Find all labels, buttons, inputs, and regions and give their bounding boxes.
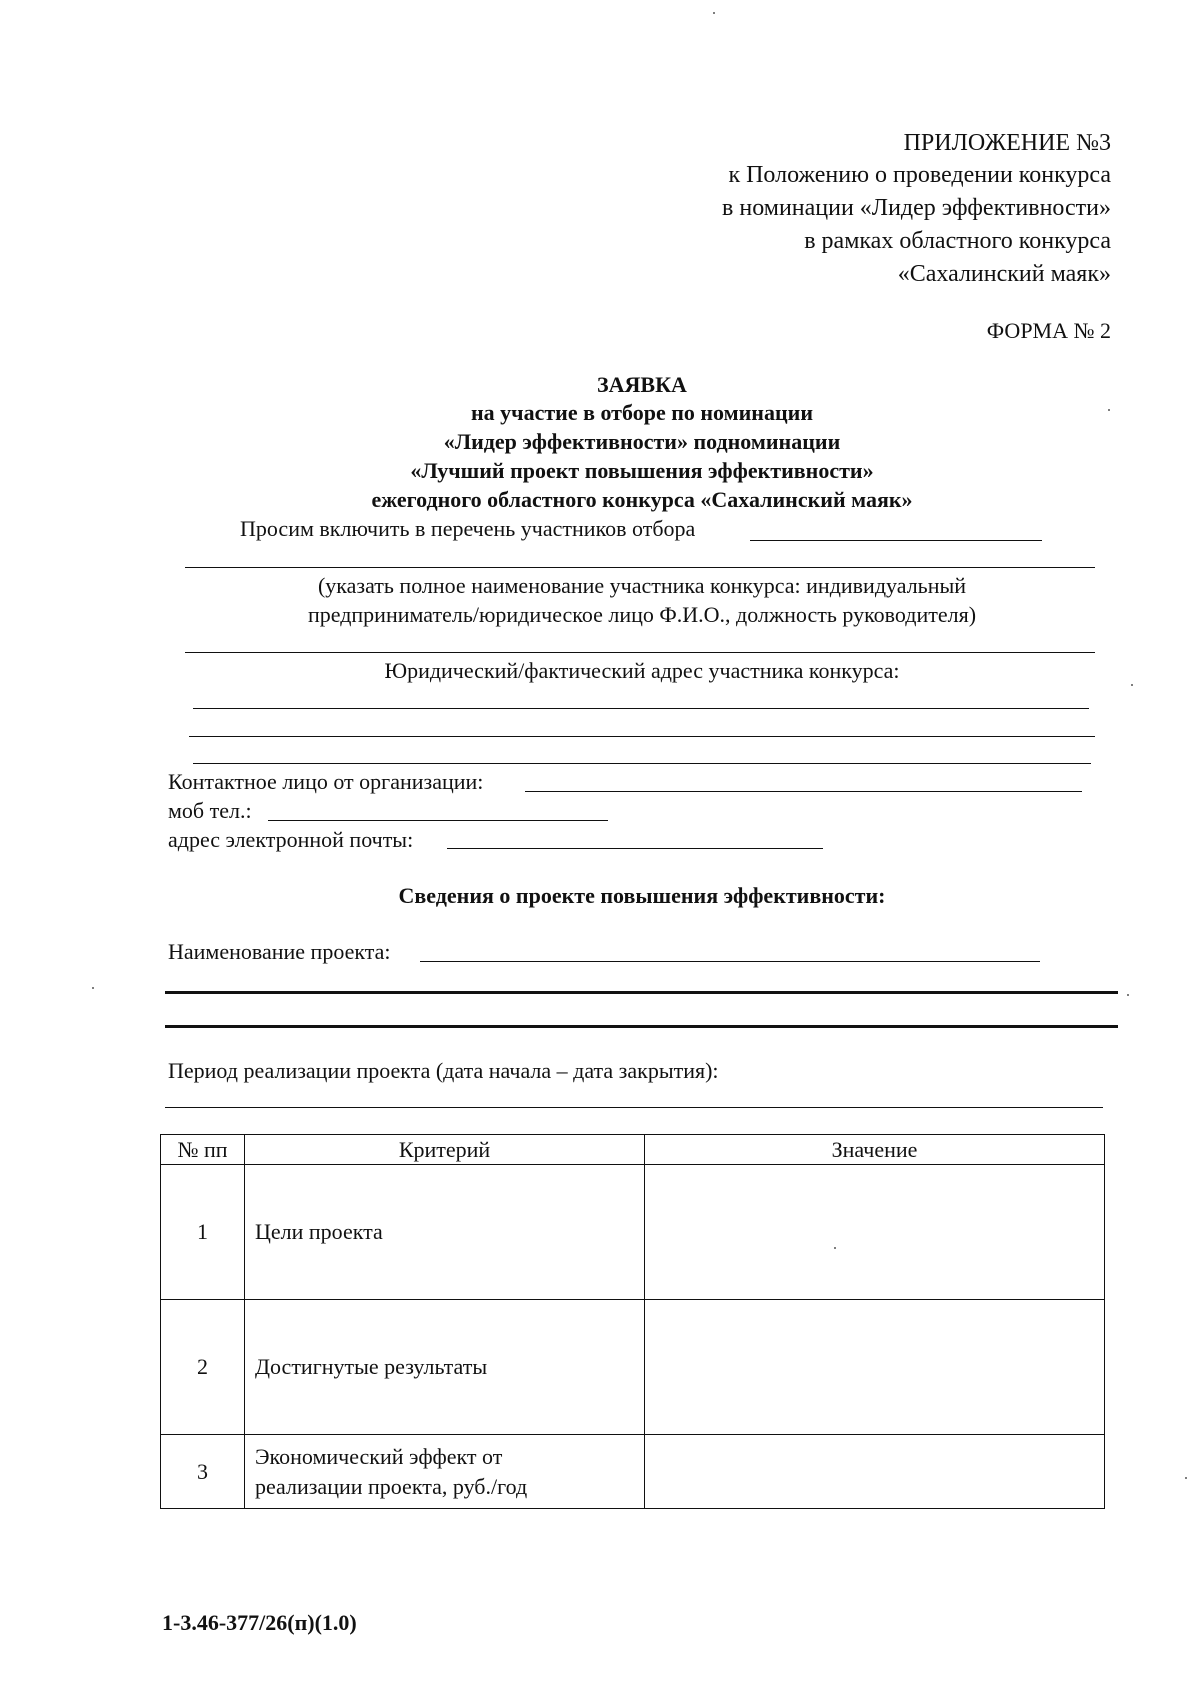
email-field[interactable] xyxy=(447,848,823,849)
scan-speck xyxy=(713,12,715,14)
application-title-line: «Лидер эффективности» подноминации xyxy=(443,429,841,454)
application-title-line: ежегодного областного конкурса «Сахалинский маяк» xyxy=(371,487,913,512)
criterion-cell: Цели проекта xyxy=(245,1165,645,1300)
scan-speck xyxy=(92,987,94,989)
scan-speck xyxy=(834,1247,836,1249)
project-name-label: Наименование проекта: xyxy=(168,939,391,964)
row-number: 1 xyxy=(161,1165,245,1300)
criterion-cell: Достигнутые результаты xyxy=(245,1300,645,1435)
participant-name-field[interactable] xyxy=(750,540,1042,541)
column-header-value: Значение xyxy=(645,1135,1105,1165)
address-field-line[interactable] xyxy=(193,708,1089,709)
appendix-subtitle-line: к Положению о проведении конкурса xyxy=(728,162,1111,188)
table-row xyxy=(161,1300,1105,1435)
request-text: Просим включить в перечень участников отбора xyxy=(240,516,696,541)
form-number-label: ФОРМА № 2 xyxy=(986,318,1111,343)
address-field-line[interactable] xyxy=(193,763,1091,764)
hint-text: предприниматель/юридическое лицо Ф.И.О., должность руководителя) xyxy=(307,602,977,627)
project-name-field[interactable] xyxy=(420,961,1040,962)
value-cell[interactable] xyxy=(645,1165,1105,1300)
criteria-table xyxy=(160,1134,1105,1509)
application-title: ЗАЯВКА xyxy=(597,372,687,397)
appendix-subtitle-line: «Сахалинский маяк» xyxy=(897,261,1111,287)
scan-speck xyxy=(1108,409,1110,411)
phone-field[interactable] xyxy=(268,820,608,821)
participant-extra-field[interactable] xyxy=(185,652,1095,653)
project-name-field-continuation[interactable] xyxy=(165,991,1118,994)
address-label: Юридический/фактический адрес участника конкурса: xyxy=(384,658,900,683)
criterion-cell xyxy=(245,1435,645,1509)
value-cell[interactable] xyxy=(645,1300,1105,1435)
criterion-text-line: Экономический эффект от xyxy=(255,1443,503,1469)
project-period-label: Период реализации проекта (дата начала – дата закрытия): xyxy=(168,1058,719,1083)
column-header-criterion: Критерий xyxy=(245,1135,645,1165)
project-section-title: Сведения о проекте повышения эффективности: xyxy=(398,883,886,908)
scan-speck xyxy=(1185,1477,1187,1479)
scan-speck xyxy=(1127,994,1129,996)
criterion-text-line: реализации проекта, руб./год xyxy=(255,1473,528,1499)
project-name-field-continuation[interactable] xyxy=(165,1025,1118,1028)
address-field-line[interactable] xyxy=(189,736,1095,737)
column-header-number: № пп xyxy=(161,1135,245,1165)
row-number: 2 xyxy=(161,1300,245,1435)
contact-field[interactable] xyxy=(525,791,1082,792)
scan-speck xyxy=(1131,684,1133,686)
project-period-field[interactable] xyxy=(165,1107,1103,1108)
application-title-line: на участие в отборе по номинации xyxy=(471,400,813,425)
value-cell[interactable] xyxy=(645,1435,1105,1509)
table-row xyxy=(161,1165,1105,1300)
hint-text: (указать полное наименование участника конкурса: индивидуальный xyxy=(317,573,967,598)
table-header-row xyxy=(161,1135,1105,1165)
document-code: 1-3.46-377/26(п)(1.0) xyxy=(162,1610,357,1635)
appendix-subtitle-line: в рамках областного конкурса xyxy=(804,228,1111,254)
row-number: 3 xyxy=(161,1435,245,1509)
participant-name-field-continuation[interactable] xyxy=(185,567,1095,568)
application-title-line: «Лучший проект повышения эффективности» xyxy=(410,458,874,483)
appendix-title: ПРИЛОЖЕНИЕ №3 xyxy=(903,130,1111,156)
email-label: адрес электронной почты: xyxy=(168,827,414,852)
contact-label: Контактное лицо от организации: xyxy=(168,769,484,794)
phone-label: моб тел.: xyxy=(168,798,252,823)
appendix-subtitle-line: в номинации «Лидер эффективности» xyxy=(722,195,1111,221)
table-row xyxy=(161,1435,1105,1509)
